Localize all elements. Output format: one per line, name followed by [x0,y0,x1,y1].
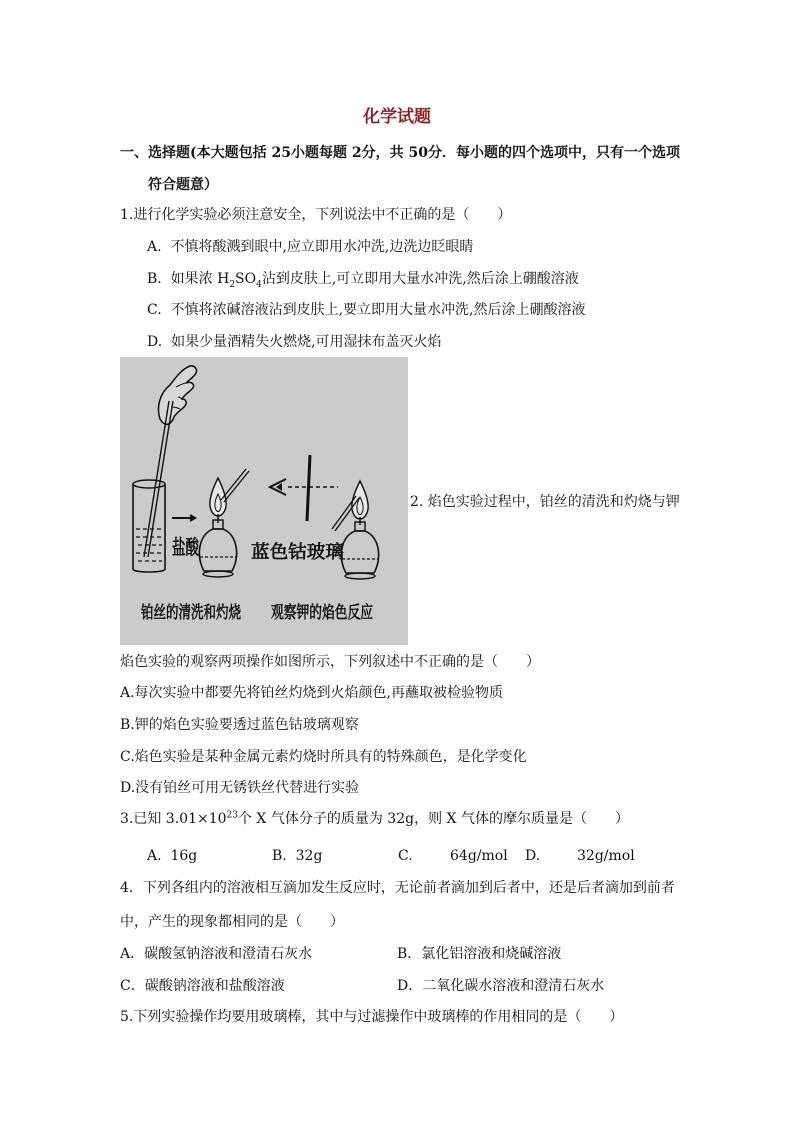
q1-option-b [147,271,579,290]
q3-option-a: A. 16g [147,848,198,864]
q1-option-a: A. 不慎将酸溅到眼中,应立即用水冲洗,边洗边眨眼睛 [147,239,474,255]
q1-option-b-before: B. 如果浓 H [147,271,230,287]
q4-stem-line2: 中，产生的现象都相同的是（ ） [120,914,344,930]
page-title: 化学试题 [363,107,431,127]
q3-option-c-label: C. [398,848,413,864]
q2-stem-line1: 2. 焰色实验过程中，铂丝的清洗和灼烧与钾 [410,494,680,510]
q3-stem-before: 3.已知 3.01×10 [120,811,227,827]
q2-option-d: D.没有铂丝可用无锈铁丝代替进行实验 [120,780,360,796]
q4-option-b: B．氯化铝溶液和烧碱溶液 [397,946,562,962]
q1-stem: 1.进行化学实验必须注意安全，下列说法中不正确的是（ ） [120,207,512,223]
q2-stem-line2: 焰色实验的观察两项操作如图所示，下列叙述中不正确的是（ ） [120,654,540,670]
q2-option-c: C.焰色实验是某种金属元素灼烧时所具有的特殊颜色，是化学变化 [120,749,527,765]
q1-option-b-mid: SO [235,271,257,287]
q1-option-b-sub2: 4 [256,279,262,290]
q4-option-c: C．碳酸钠溶液和盐酸溶液 [120,978,285,994]
caption-clean-and-burn: 铂丝的清洗和灼烧 [141,603,277,623]
q4-stem-line1: 4．下列各组内的溶液相互滴加发生反应时，无论前者滴加到后者中，还是后者滴加到前者 [120,880,675,896]
label-cobalt-glass: 蓝色钴玻璃 [251,542,341,563]
q3-stem [120,811,629,827]
q4-option-d: D．二氧化碳水溶液和澄清石灰水 [397,978,605,994]
section-heading-line1: 一、选择题(本大题包括 25小题每题 2分，共 50分．每小题的四个选项中，只有一个选项 [120,145,680,161]
flame-test-figure [120,357,408,645]
q5-stem: 5.下列实验操作均要用玻璃棒，其中与过滤操作中玻璃棒的作用相同的是（ ） [120,1009,624,1025]
q3-option-d-label: D. [525,848,541,864]
q1-option-b-after: 沾到皮肤上,可立即用大量水冲洗,然后涂上硼酸溶液 [261,271,579,287]
q2-option-a: A.每次实验中都要先将铂丝灼烧到火焰颜色,再蘸取被检验物质 [120,685,504,701]
q3-option-d-value: 32g/mol [577,848,635,864]
q2-option-b: B.钾的焰色实验要透过蓝色钴玻璃观察 [120,717,359,733]
section-heading-line2: 符合题意） [148,177,218,193]
q3-option-c-value: 64g/mol [450,848,508,864]
q1-option-c: C. 不慎将浓碱溶液沾到皮肤上,要立即用大量水冲洗,然后涂上硼酸溶液 [147,302,586,318]
caption-observe-potassium: 观察钾的焰色反应 [271,603,407,623]
q4-option-a: A．碳酸氢钠溶液和澄清石灰水 [120,946,313,962]
q1-option-b-sub1: 2 [229,279,236,290]
q3-stem-after: 个 X 气体分子的质量为 32g，则 X 气体的摩尔质量是（ ） [237,811,629,827]
label-hydrochloric-acid: 盐酸 [172,535,200,559]
q3-option-b: B. 32g [272,848,323,864]
q3-stem-exponent: 23 [226,810,238,821]
q1-option-d: D. 如果少量酒精失火燃烧,可用湿抹布盖灭火焰 [147,334,442,350]
